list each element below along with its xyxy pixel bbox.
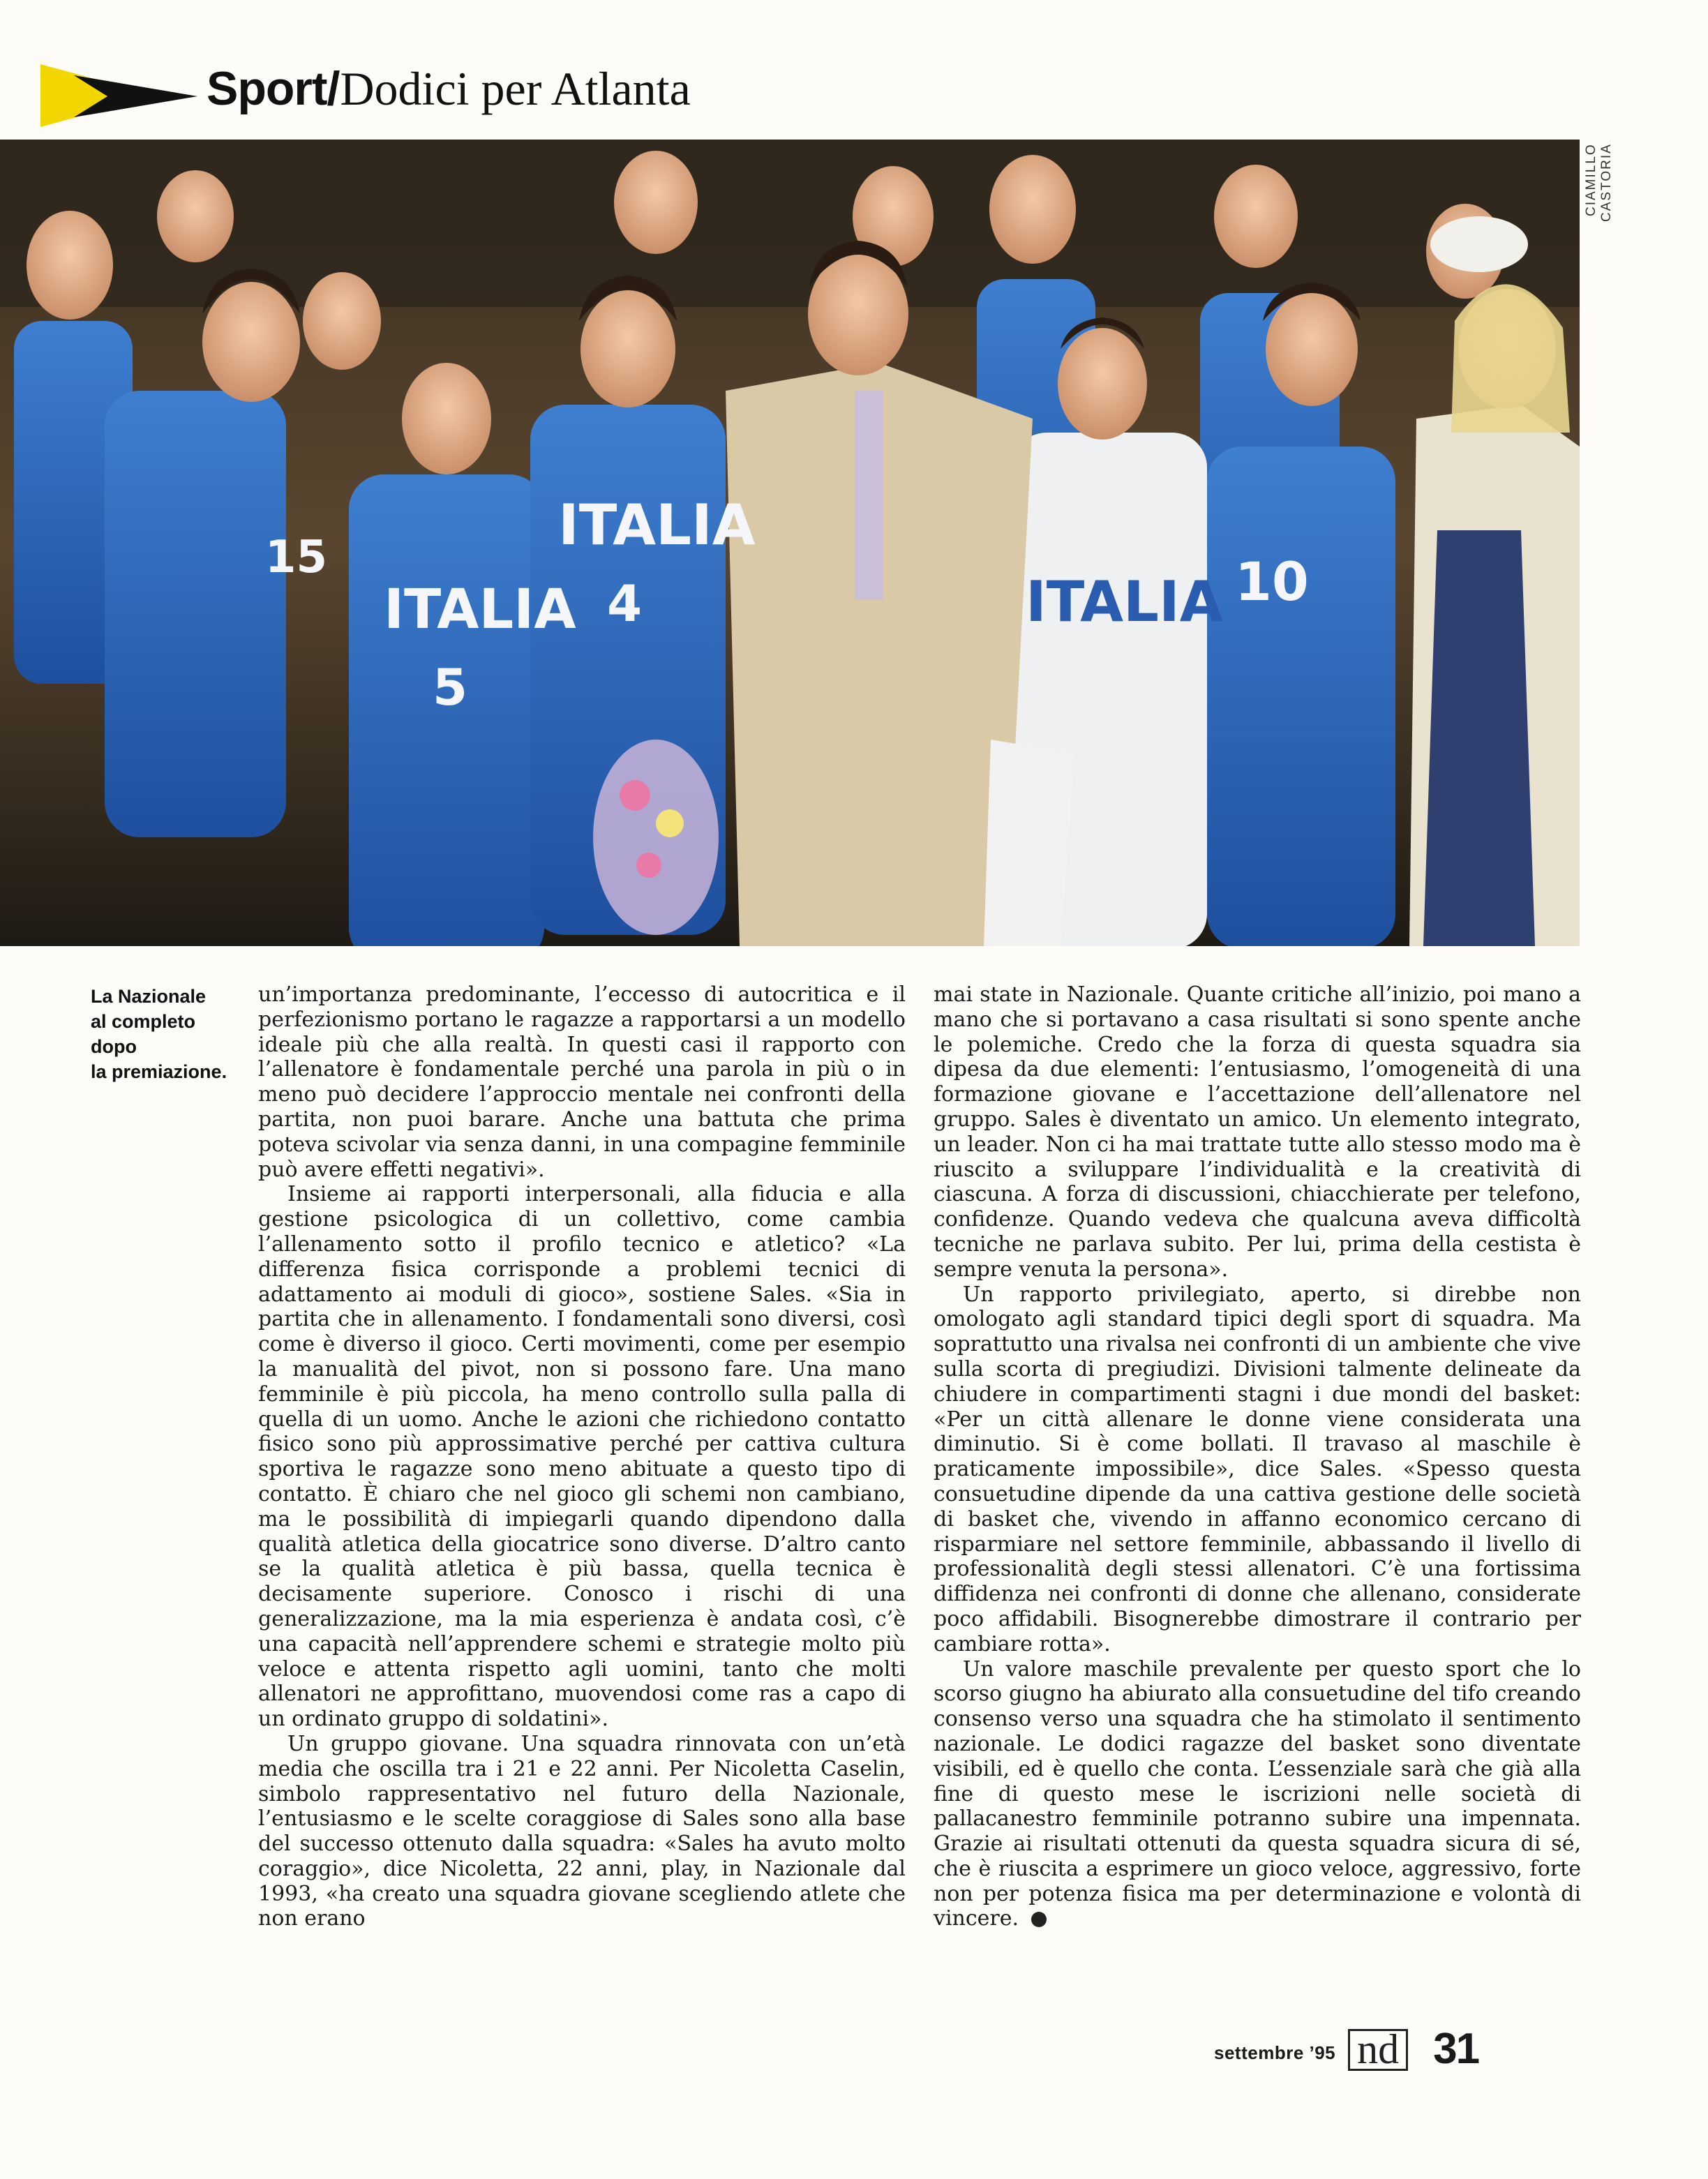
jersey-number: 10: [1235, 551, 1309, 613]
article-paragraph: Insieme ai rapporti interpersonali, alla fiducia e alla gestione psicologica di un collettivo, come cambia l’allenamento sotto il profilo tecnico e atletico? «La differenza fisica corrisponde a problemi tecnici di adattamento ai moduli di gioco», sostiene Sales. «Sia in partita che in allenamento. I fondamentali sono diversi, così come è diverso il gioco. Certi movimenti, come per esempio la manualità del pivot, non si possono fare. Una mano femminile è più piccola, ha meno controllo sulla palla di quella di un uomo. Anche le azioni che richiedono contatto fisico sono più approssimative perché per cattiva cultura sportiva le ragazze sono meno abituate a questo tipo di contatto. È chiaro che nel gioco gli schemi non cambiano, ma le possibilità di impiegarli quando dipendono dalla qualità atletica della giocatrice sono diverse. D’altro canto se la qualità atletica è più bassa, quella tecnica è decisamente superiore. Conosco i rischi di una generalizzazione, ma la mia esperienza è andata così, c’è una capacità nell’apprendere schemi e strategie molto più veloce e attenta rispetto agli uomini, tanto che molti allenatori ne approfittano, muovendosi come ras a capo di un ordinato gruppo di soldatini».: [258, 1182, 906, 1732]
jersey-text: ITALIA: [558, 493, 756, 557]
page-footer: [1214, 2015, 1478, 2071]
jersey-number: 5: [433, 658, 468, 717]
jersey-text: ITALIA: [1026, 569, 1223, 634]
caption-line: dopo: [91, 1036, 137, 1057]
section-arrow-icon: [40, 64, 197, 127]
end-of-article-icon: [1031, 1912, 1047, 1927]
photo-caption: [91, 984, 237, 1084]
article-column-left: [258, 982, 906, 1931]
page-header: [207, 61, 691, 124]
magazine-logo: nd: [1348, 2029, 1408, 2071]
article-paragraph: Un gruppo giovane. Una squadra rinnovata con un’età media che oscilla tra i 21 e 22 anni. Per Nicoletta Caselin, simbolo rappresentativo nel futuro della Nazionale, l’entusiasmo e le scelte coraggiose di Sales sono alla base del successo ottenuto dalla squadra: «Sales ha avuto molto coraggio», dice Nicoletta, 22 anni, play, in Nazionale dal 1993, «ha creato una squadra giovane scegliendo atlete che non erano: [258, 1731, 906, 1931]
article-paragraph: Un rapporto privilegiato, aperto, si direbbe non omologato agli standard tipici degli sport di squadra. Ma soprattutto una rivalsa nei confronti di un ambiente che vive sulla scorta di pregiudizi. Divisioni talmente delineate da chiudere in compartimenti stagni i due mondi del basket: «Per un città allenare le donne viene considerata una diminutio. Si è come bollati. Il travaso al maschile è praticamente impossibile», dice Sales. «Spesso questa consuetudine dipende da una cattiva gestione delle società di basket che, vivendo in affanno economico cercano di risparmiare nel settore femminile, abbassando il livello di professionalità degli stessi allenatori. C’è una fortissima diffidenza nei confronti di donne che allenano, considerate poco affidabili. Bisognerebbe dimostrare il contrario per cambiare rotta».: [934, 1282, 1581, 1656]
caption-line: la premiazione.: [91, 1061, 227, 1082]
jersey-number: 4: [607, 574, 643, 633]
caption-line: al completo: [91, 1011, 196, 1032]
jersey-text: ITALIA: [384, 578, 576, 641]
page-number: 31: [1433, 2025, 1479, 2073]
article-column-right: [934, 982, 1581, 1931]
article-paragraph: un’importanza predominante, l’eccesso di autocritica e il perfezionismo portano le ragazze a rapportarsi a un modello ideale più che alla realtà. In questi casi il rapporto con l’allenatore è fondamentale perché una parola in più o in meno può decidere l’approccio mentale nei confronti della partita, non puoi barare. Anche una battuta che prima poteva scivolar via senza danni, in una compagine femminile può avere effetti negativi».: [258, 982, 906, 1182]
team-photo: [0, 140, 1580, 946]
caption-line: La Nazionale: [91, 986, 207, 1007]
photo-credit: CIAMILLO CASTORIA: [1584, 143, 1614, 222]
issue-date: settembre ’95: [1214, 2042, 1336, 2063]
header-topic: Dodici per Atlanta: [340, 62, 691, 115]
jersey-number: 15: [265, 532, 328, 583]
header-section: Sport: [207, 62, 327, 115]
header-slash: /: [327, 62, 340, 115]
article-paragraph: mai state in Nazionale. Quante critiche all’inizio, poi mano a mano che si portavano a casa risultati si sono spente anche le polemiche. Credo che la forza di questa squadra sia dipesa da due elementi: l’entusiasmo, l’omogeneità di una formazione giovane e l’accettazione dell’allenatore nel gruppo. Sales è diventato un amico. Un elemento integrato, un leader. Non ci ha mai trattate tutte allo stesso modo ma è riuscito a sviluppare l’individualità e la creatività di ciascuna. A forza di discussioni, chiacchierate per telefono, confidenze. Quando vedeva che qualcuna aveva difficoltà tecniche ne parlava subito. Per lui, prima della cestista è sempre venuta la persona».: [934, 982, 1581, 1282]
article-paragraph-text: Un valore maschile prevalente per questo sport che lo scorso giugno ha abiurato alla consuetudine del tifo creando consenso verso una squadra che ha stimolato il sentimento nazionale. Le dodici ragazze del basket sono diventate visibili, ed è quello che conta. L’essenziale sarà che già alla fine di questo mese le iscrizioni nelle società di pallacanestro femminile potranno subire una impennata. Grazie ai risultati ottenuti da questa squadra sicura di sé, che è riuscita a esprimere un gioco veloce, aggressivo, forte non per potenza fisica ma per determinazione e volontà di vincere.: [934, 1656, 1581, 1931]
article-paragraph-final: [934, 1657, 1581, 1932]
